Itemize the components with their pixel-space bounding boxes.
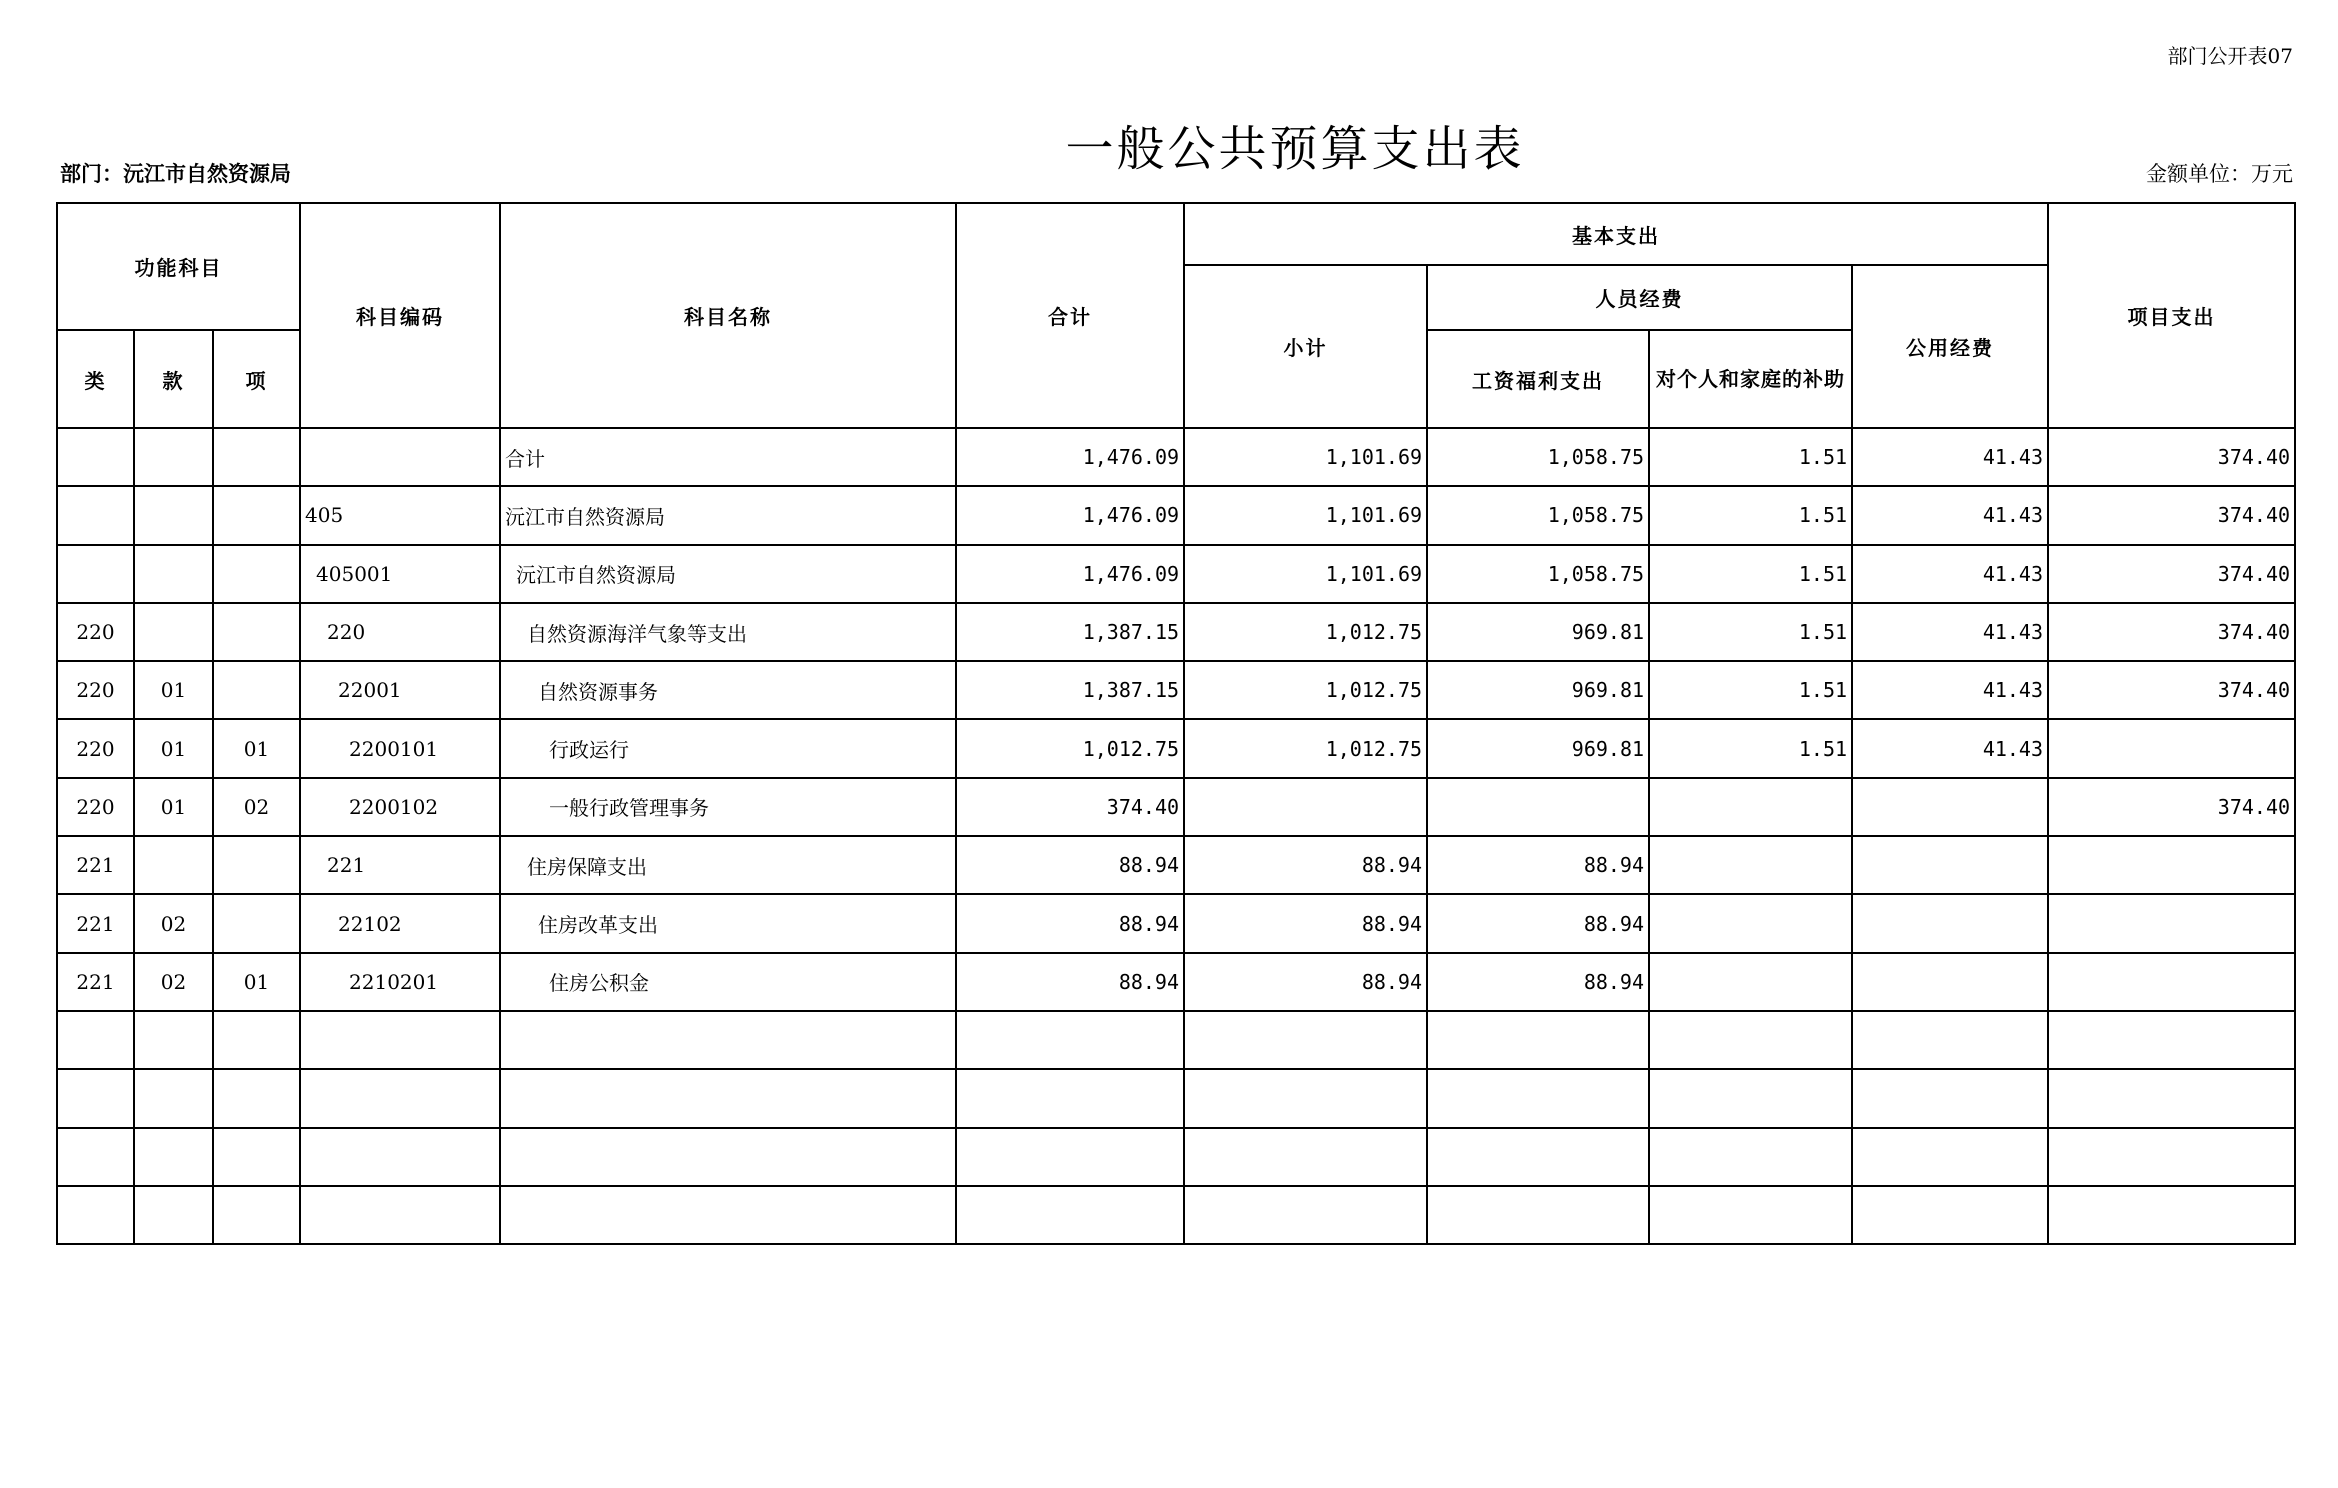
table-row	[57, 1128, 2295, 1186]
cell-lei	[57, 486, 134, 544]
cell-xiang: 01	[213, 719, 300, 777]
cell-family-subsidy	[1649, 894, 1852, 952]
cell-subtotal: 88.94	[1184, 836, 1427, 894]
cell-xiang	[213, 428, 300, 486]
cell-public-expense	[1852, 894, 2048, 952]
cell-lei	[57, 1011, 134, 1069]
cell-family-subsidy: 1.51	[1649, 661, 1852, 719]
cell-salary-welfare: 1,058.75	[1427, 486, 1649, 544]
cell-xiang	[213, 894, 300, 952]
cell-total: 1,476.09	[956, 545, 1184, 603]
cell-project-expense: 374.40	[2048, 545, 2295, 603]
cell-salary-welfare	[1427, 1011, 1649, 1069]
cell-xiang	[213, 603, 300, 661]
cell-total	[956, 1069, 1184, 1127]
cell-lei: 220	[57, 661, 134, 719]
cell-salary-welfare: 969.81	[1427, 719, 1649, 777]
cell-kuan: 02	[134, 953, 213, 1011]
table-row	[57, 486, 2295, 544]
cell-salary-welfare	[1427, 1069, 1649, 1127]
cell-subject-code	[300, 428, 500, 486]
table-row	[57, 719, 2295, 777]
cell-subject-name: 住房保障支出	[500, 836, 956, 894]
cell-xiang: 01	[213, 953, 300, 1011]
cell-subject-name: 住房公积金	[500, 953, 956, 1011]
cell-total: 88.94	[956, 836, 1184, 894]
cell-subtotal: 1,012.75	[1184, 603, 1427, 661]
cell-family-subsidy: 1.51	[1649, 719, 1852, 777]
header-subject-code: 科目编码	[300, 203, 500, 428]
table-row	[57, 836, 2295, 894]
cell-salary-welfare	[1427, 1128, 1649, 1186]
cell-total	[956, 1011, 1184, 1069]
table-row	[57, 1011, 2295, 1069]
cell-subtotal	[1184, 1186, 1427, 1244]
table-row	[57, 953, 2295, 1011]
cell-salary-welfare	[1427, 1186, 1649, 1244]
cell-xiang	[213, 1186, 300, 1244]
cell-project-expense: 374.40	[2048, 661, 2295, 719]
cell-xiang	[213, 1128, 300, 1186]
cell-family-subsidy: 1.51	[1649, 428, 1852, 486]
cell-family-subsidy: 1.51	[1649, 603, 1852, 661]
cell-public-expense	[1852, 1186, 2048, 1244]
cell-kuan	[134, 545, 213, 603]
cell-salary-welfare: 88.94	[1427, 836, 1649, 894]
table-row	[57, 603, 2295, 661]
cell-subject-name	[500, 1011, 956, 1069]
cell-xiang	[213, 545, 300, 603]
header-salary-welfare: 工资福利支出	[1427, 330, 1649, 428]
cell-project-expense	[2048, 1011, 2295, 1069]
cell-family-subsidy	[1649, 1069, 1852, 1127]
cell-kuan: 01	[134, 661, 213, 719]
header-total: 合计	[956, 203, 1184, 428]
header-public-expense: 公用经费	[1852, 265, 2048, 428]
cell-project-expense	[2048, 1128, 2295, 1186]
cell-project-expense	[2048, 1069, 2295, 1127]
cell-total: 88.94	[956, 953, 1184, 1011]
cell-subject-name: 沅江市自然资源局	[500, 486, 956, 544]
cell-total	[956, 1128, 1184, 1186]
cell-subject-name: 自然资源海洋气象等支出	[500, 603, 956, 661]
cell-total: 88.94	[956, 894, 1184, 952]
cell-public-expense	[1852, 836, 2048, 894]
cell-family-subsidy	[1649, 1128, 1852, 1186]
cell-public-expense: 41.43	[1852, 428, 2048, 486]
cell-project-expense	[2048, 953, 2295, 1011]
cell-xiang	[213, 1011, 300, 1069]
cell-lei: 221	[57, 836, 134, 894]
cell-project-expense: 374.40	[2048, 603, 2295, 661]
header-project-expense: 项目支出	[2048, 203, 2295, 428]
cell-project-expense	[2048, 836, 2295, 894]
table-row	[57, 1186, 2295, 1244]
cell-total: 1,012.75	[956, 719, 1184, 777]
cell-public-expense	[1852, 1011, 2048, 1069]
cell-lei	[57, 1128, 134, 1186]
cell-family-subsidy: 1.51	[1649, 545, 1852, 603]
cell-public-expense	[1852, 778, 2048, 836]
cell-subtotal	[1184, 1128, 1427, 1186]
cell-subject-code	[300, 1186, 500, 1244]
cell-subject-name: 沅江市自然资源局	[500, 545, 956, 603]
cell-subject-name	[500, 1186, 956, 1244]
cell-total: 374.40	[956, 778, 1184, 836]
cell-total: 1,387.15	[956, 603, 1184, 661]
cell-kuan: 01	[134, 719, 213, 777]
cell-kuan	[134, 1128, 213, 1186]
cell-kuan	[134, 603, 213, 661]
cell-project-expense	[2048, 894, 2295, 952]
cell-subject-name: 行政运行	[500, 719, 956, 777]
department-label: 部门：沅江市自然资源局	[60, 161, 291, 186]
cell-public-expense: 41.43	[1852, 719, 2048, 777]
cell-salary-welfare: 1,058.75	[1427, 545, 1649, 603]
cell-lei: 220	[57, 719, 134, 777]
cell-subtotal: 1,101.69	[1184, 428, 1427, 486]
cell-salary-welfare: 88.94	[1427, 953, 1649, 1011]
cell-subtotal: 1,012.75	[1184, 719, 1427, 777]
cell-subject-code: 2200101	[300, 719, 500, 777]
cell-subtotal	[1184, 1069, 1427, 1127]
table-row	[57, 661, 2295, 719]
cell-project-expense: 374.40	[2048, 778, 2295, 836]
document-code: 部门公开表07	[2167, 44, 2293, 68]
table-row	[57, 545, 2295, 603]
cell-subject-code: 220	[300, 603, 500, 661]
header-xiang: 项	[213, 330, 300, 428]
cell-family-subsidy	[1649, 1011, 1852, 1069]
cell-subject-code	[300, 1011, 500, 1069]
cell-subject-code: 405001	[300, 545, 500, 603]
cell-project-expense	[2048, 719, 2295, 777]
table-row	[57, 1069, 2295, 1127]
cell-family-subsidy	[1649, 953, 1852, 1011]
cell-family-subsidy: 1.51	[1649, 486, 1852, 544]
table-row	[57, 778, 2295, 836]
cell-xiang	[213, 661, 300, 719]
cell-salary-welfare: 1,058.75	[1427, 428, 1649, 486]
cell-family-subsidy	[1649, 1186, 1852, 1244]
cell-subject-name: 自然资源事务	[500, 661, 956, 719]
cell-subject-name	[500, 1069, 956, 1127]
cell-subject-name: 一般行政管理事务	[500, 778, 956, 836]
cell-subject-code: 405	[300, 486, 500, 544]
cell-lei: 220	[57, 778, 134, 836]
cell-subject-name	[500, 1128, 956, 1186]
cell-salary-welfare: 88.94	[1427, 894, 1649, 952]
cell-public-expense: 41.43	[1852, 603, 2048, 661]
cell-subject-code: 22001	[300, 661, 500, 719]
table-header	[57, 203, 2295, 428]
cell-family-subsidy	[1649, 836, 1852, 894]
cell-subject-code: 221	[300, 836, 500, 894]
cell-family-subsidy	[1649, 778, 1852, 836]
cell-total: 1,387.15	[956, 661, 1184, 719]
cell-subtotal	[1184, 778, 1427, 836]
cell-kuan: 01	[134, 778, 213, 836]
page-title: 一般公共预算支出表	[1065, 121, 1525, 178]
budget-expenditure-table	[56, 202, 2296, 1245]
header-family-subsidy: 对个人和家庭的补助	[1649, 330, 1852, 428]
cell-subtotal: 1,012.75	[1184, 661, 1427, 719]
cell-lei: 221	[57, 953, 134, 1011]
cell-salary-welfare	[1427, 778, 1649, 836]
cell-kuan	[134, 428, 213, 486]
table-row	[57, 894, 2295, 952]
cell-subject-code: 2200102	[300, 778, 500, 836]
cell-kuan	[134, 1069, 213, 1127]
cell-kuan	[134, 1186, 213, 1244]
cell-subject-code: 2210201	[300, 953, 500, 1011]
cell-xiang	[213, 836, 300, 894]
cell-public-expense	[1852, 1128, 2048, 1186]
table-body	[57, 428, 2295, 1244]
cell-kuan	[134, 486, 213, 544]
cell-salary-welfare: 969.81	[1427, 661, 1649, 719]
cell-project-expense	[2048, 1186, 2295, 1244]
cell-subtotal: 88.94	[1184, 894, 1427, 952]
cell-project-expense: 374.40	[2048, 428, 2295, 486]
cell-subtotal: 1,101.69	[1184, 486, 1427, 544]
cell-project-expense: 374.40	[2048, 486, 2295, 544]
cell-subject-name: 合计	[500, 428, 956, 486]
cell-subject-code: 22102	[300, 894, 500, 952]
cell-kuan	[134, 1011, 213, 1069]
cell-lei: 220	[57, 603, 134, 661]
cell-xiang	[213, 486, 300, 544]
cell-xiang	[213, 1069, 300, 1127]
cell-lei	[57, 428, 134, 486]
cell-lei: 221	[57, 894, 134, 952]
cell-subject-code	[300, 1128, 500, 1186]
cell-public-expense	[1852, 1069, 2048, 1127]
header-kuan: 款	[134, 330, 213, 428]
header-subject-name: 科目名称	[500, 203, 956, 428]
header-lei: 类	[57, 330, 134, 428]
cell-total	[956, 1186, 1184, 1244]
amount-unit-label: 金额单位：万元	[2146, 162, 2293, 186]
cell-kuan	[134, 836, 213, 894]
cell-public-expense	[1852, 953, 2048, 1011]
cell-total: 1,476.09	[956, 486, 1184, 544]
cell-public-expense: 41.43	[1852, 661, 2048, 719]
cell-kuan: 02	[134, 894, 213, 952]
header-basic-expense: 基本支出	[1184, 203, 2048, 265]
cell-subtotal: 1,101.69	[1184, 545, 1427, 603]
header-func-subject: 功能科目	[57, 203, 300, 330]
cell-public-expense: 41.43	[1852, 486, 2048, 544]
header-subtotal: 小计	[1184, 265, 1427, 428]
cell-lei	[57, 1069, 134, 1127]
cell-public-expense: 41.43	[1852, 545, 2048, 603]
table-row	[57, 428, 2295, 486]
cell-subtotal	[1184, 1011, 1427, 1069]
cell-xiang: 02	[213, 778, 300, 836]
cell-subject-code	[300, 1069, 500, 1127]
cell-lei	[57, 545, 134, 603]
cell-total: 1,476.09	[956, 428, 1184, 486]
cell-subject-name: 住房改革支出	[500, 894, 956, 952]
cell-lei	[57, 1186, 134, 1244]
header-personnel: 人员经费	[1427, 265, 1852, 330]
cell-salary-welfare: 969.81	[1427, 603, 1649, 661]
cell-subtotal: 88.94	[1184, 953, 1427, 1011]
